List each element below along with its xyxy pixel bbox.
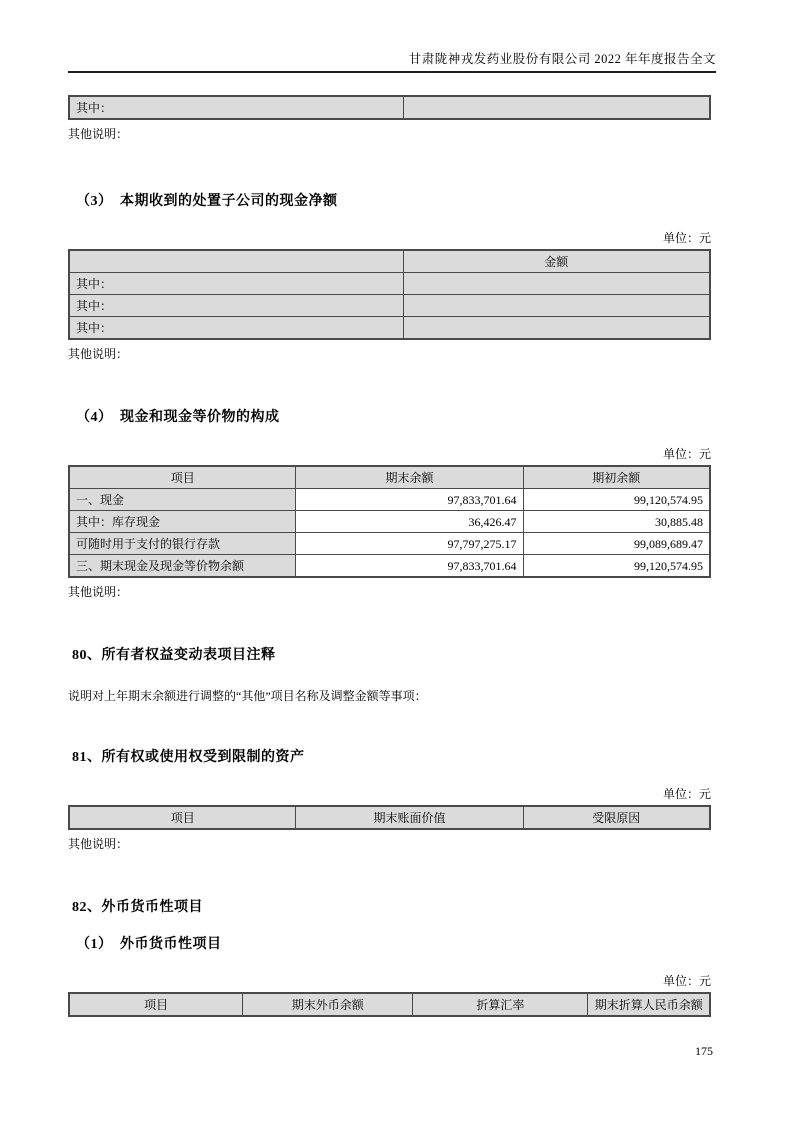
section80-note: 说明对上年期末余额进行调整的“其他”项目名称及调整金额等事项： xyxy=(68,689,427,703)
table-row xyxy=(69,533,710,555)
beginning-balance-cell: 99,120,574.95 xyxy=(523,555,710,578)
table-header-row xyxy=(69,466,710,489)
section80-heading: 80、所有者权益变动表项目注释 xyxy=(72,648,276,663)
table-row xyxy=(69,96,710,119)
beginning-balance-cell: 99,120,574.95 xyxy=(523,489,710,511)
column-header-beginning-balance: 期初余额 xyxy=(523,466,710,489)
page-header xyxy=(68,52,716,73)
table-row xyxy=(69,489,710,511)
empty-value-cell xyxy=(403,273,710,295)
row-label-cell: 其中： xyxy=(69,295,403,317)
column-header-ending-fx-balance: 期末外币余额 xyxy=(243,993,413,1016)
column-header-ending-book-value: 期末账面价值 xyxy=(296,806,523,829)
table-header-row xyxy=(69,993,710,1016)
ending-balance-cell: 36,426.47 xyxy=(296,511,523,533)
column-header-ending-rmb-balance: 期末折算人民币余额 xyxy=(588,993,710,1016)
table-row xyxy=(69,555,710,578)
row-label-cell: 其中： xyxy=(69,96,403,119)
page-number: 175 xyxy=(695,1044,713,1058)
row-label-cell: 其中：库存现金 xyxy=(69,511,296,533)
unit-label: 单位：元 xyxy=(662,447,711,461)
row-label-cell: 三、期末现金及现金等价物余额 xyxy=(69,555,296,578)
table-header-row xyxy=(69,806,710,829)
other-note-label: 其他说明： xyxy=(68,585,129,599)
table-row xyxy=(69,273,710,295)
section82-heading: 82、外币货币性项目 xyxy=(72,900,203,915)
table-row xyxy=(69,317,710,340)
row-label-cell: 其中： xyxy=(69,317,403,340)
section4-heading: （4） 现金和现金等价物的构成 xyxy=(76,410,280,425)
section81-heading: 81、所有权或使用权受到限制的资产 xyxy=(72,750,305,765)
carryover-table xyxy=(68,95,711,120)
row-label-cell: 可随时用于支付的银行存款 xyxy=(69,533,296,555)
page-content xyxy=(68,0,716,1059)
column-header-exchange-rate: 折算汇率 xyxy=(413,993,588,1016)
section82-sub-heading: （1） 外币货币性项目 xyxy=(76,937,222,952)
section3-heading: （3） 本期收到的处置子公司的现金净额 xyxy=(76,194,338,209)
column-header-item: 项目 xyxy=(69,466,296,489)
ending-balance-cell: 97,833,701.64 xyxy=(296,489,523,511)
other-note-label: 其他说明： xyxy=(68,837,129,851)
cash-composition-table xyxy=(68,465,711,578)
empty-value-cell xyxy=(403,96,710,119)
column-header-item: 项目 xyxy=(69,806,296,829)
other-note-label: 其他说明： xyxy=(68,127,129,141)
restricted-assets-table xyxy=(68,805,711,830)
empty-value-cell xyxy=(403,295,710,317)
other-note-label: 其他说明： xyxy=(68,347,129,361)
table-header-row xyxy=(69,250,710,273)
ending-balance-cell: 97,797,275.17 xyxy=(296,533,523,555)
column-header-ending-balance: 期末余额 xyxy=(296,466,523,489)
row-label-cell: 其中： xyxy=(69,273,403,295)
row-label-cell: 一、现金 xyxy=(69,489,296,511)
amount-column-header: 金额 xyxy=(403,250,710,273)
unit-label: 单位：元 xyxy=(662,787,711,801)
empty-header-cell xyxy=(69,250,403,273)
ending-balance-cell: 97,833,701.64 xyxy=(296,555,523,578)
column-header-restriction-reason: 受限原因 xyxy=(523,806,710,829)
disposed-subsidiary-cash-table xyxy=(68,249,711,340)
unit-label: 单位：元 xyxy=(662,231,711,245)
beginning-balance-cell: 99,089,689.47 xyxy=(523,533,710,555)
column-header-item: 项目 xyxy=(69,993,243,1016)
report-title: 甘肃陇神戎发药业股份有限公司 2022 年年度报告全文 xyxy=(408,52,716,66)
table-row xyxy=(69,511,710,533)
unit-label: 单位：元 xyxy=(662,974,711,988)
beginning-balance-cell: 30,885.48 xyxy=(523,511,710,533)
table-row xyxy=(69,295,710,317)
foreign-currency-items-table xyxy=(68,992,711,1017)
empty-value-cell xyxy=(403,317,710,340)
